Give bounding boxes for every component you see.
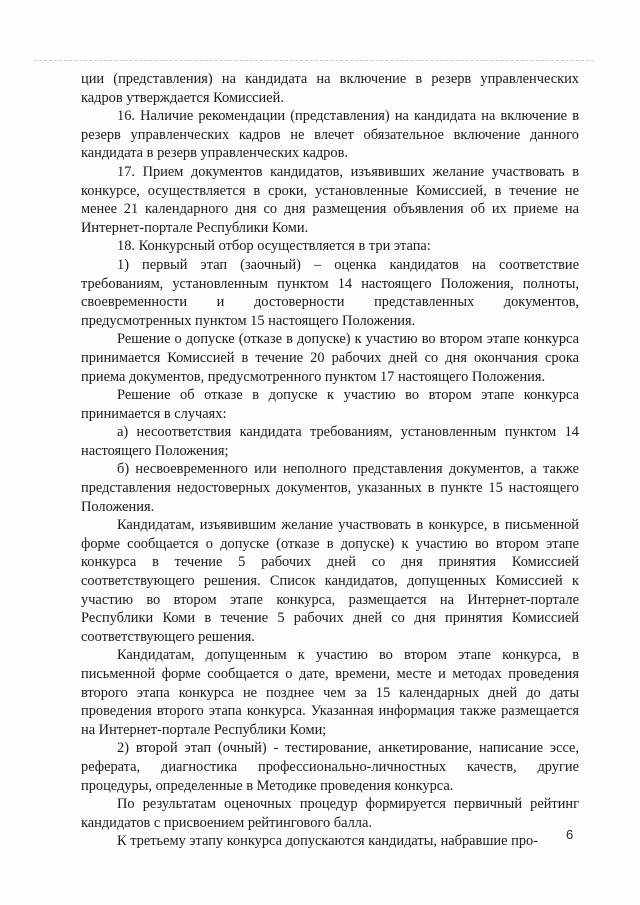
paragraph-continuation: ции (представления) на кандидата на включение в резерв управленческих кадров утверждается Комиссией.: [81, 71, 579, 106]
paragraph-case-a: а) несоответствия кандидата требованиям, установленным пунктом 14 настоящего Положения;: [81, 424, 579, 459]
paragraph-18-stage-1: 1) первый этап (заочный) – оценка кандидатов на соответствие требованиям, установленным пунктом 14 настоящего Положения, полноты, своевременности и достоверности представленных документов, предусмотренных пунктом 15 настоящего Положения.: [81, 256, 579, 329]
paragraph-rating: По результатам оценочных процедур формируется первичный рейтинг кандидатов с присвоением рейтингового балла.: [81, 796, 579, 831]
document-body: [81, 70, 579, 851]
paragraph-case-b: б) несвоевременного или неполного представления документов, а также представления недостоверных документов, указанных в пункте 15 настоящего Положения.: [81, 461, 579, 515]
paragraph-refusal-cases: Решение об отказе в допуске к участию во втором этапе конкурса принимается в случаях:: [81, 387, 579, 422]
paragraph-16: 16. Наличие рекомендации (представления) на кандидата на включение в резерв управленческих кадров не влечет обязательное включение данного кандидата в резерв управленческих кадров.: [81, 108, 579, 162]
paragraph-admitted-candidates: Кандидатам, допущенным к участию во втором этапе конкурса, в письменной форме сообщается о дате, времени, месте и методах проведения второго этапа конкурса не позднее чем за 15 календарных дней до даты проведения второго этапа конкурса. Указанная информация также размещается на Интернет-портале Республики Коми;: [81, 647, 579, 738]
page-number: 6: [566, 827, 574, 842]
paragraph-third-stage: К третьему этапу конкурса допускаются кандидаты, набравшие про-: [117, 833, 539, 850]
paragraph-18-stage-2: 2) второй этап (очный) - тестирование, анкетирование, написание эссе, реферата, диагностика профессионально-личностных качеств, другие процедуры, определенные в Методике проведения конкурса.: [81, 740, 579, 794]
scan-artifact-line: [34, 60, 594, 61]
paragraph-18: 18. Конкурсный отбор осуществляется в три этапа:: [117, 238, 431, 255]
paragraph-admission-decision: Решение о допуске (отказе в допуске) к участию во втором этапе конкурса принимается Комиссией в течение 20 рабочих дней со дня окончания срока приема документов, предусмотренного пунктом 17 настоящего Положения.: [81, 331, 579, 385]
paragraph-notification: Кандидатам, изъявившим желание участвовать в конкурсе, в письменной форме сообщается о допуске (отказе в допуске) к участию во втором этапе конкурса в течение 5 рабочих дней со дня принятия Комиссией соответствующего решения. Список кандидатов, допущенных Комиссией к участию во втором этапе конкурса, размещается на Интернет-портале Республики Коми в течение 5 рабочих дней со дня принятия Комиссией соответствующего решения.: [81, 517, 579, 645]
paragraph-17: 17. Прием документов кандидатов, изъявивших желание участвовать в конкурсе, осуществляется в сроки, установленные Комиссией, в течение не менее 21 календарного дня со дня размещения объявления об их приеме на Интернет-портале Республики Коми.: [81, 163, 579, 236]
